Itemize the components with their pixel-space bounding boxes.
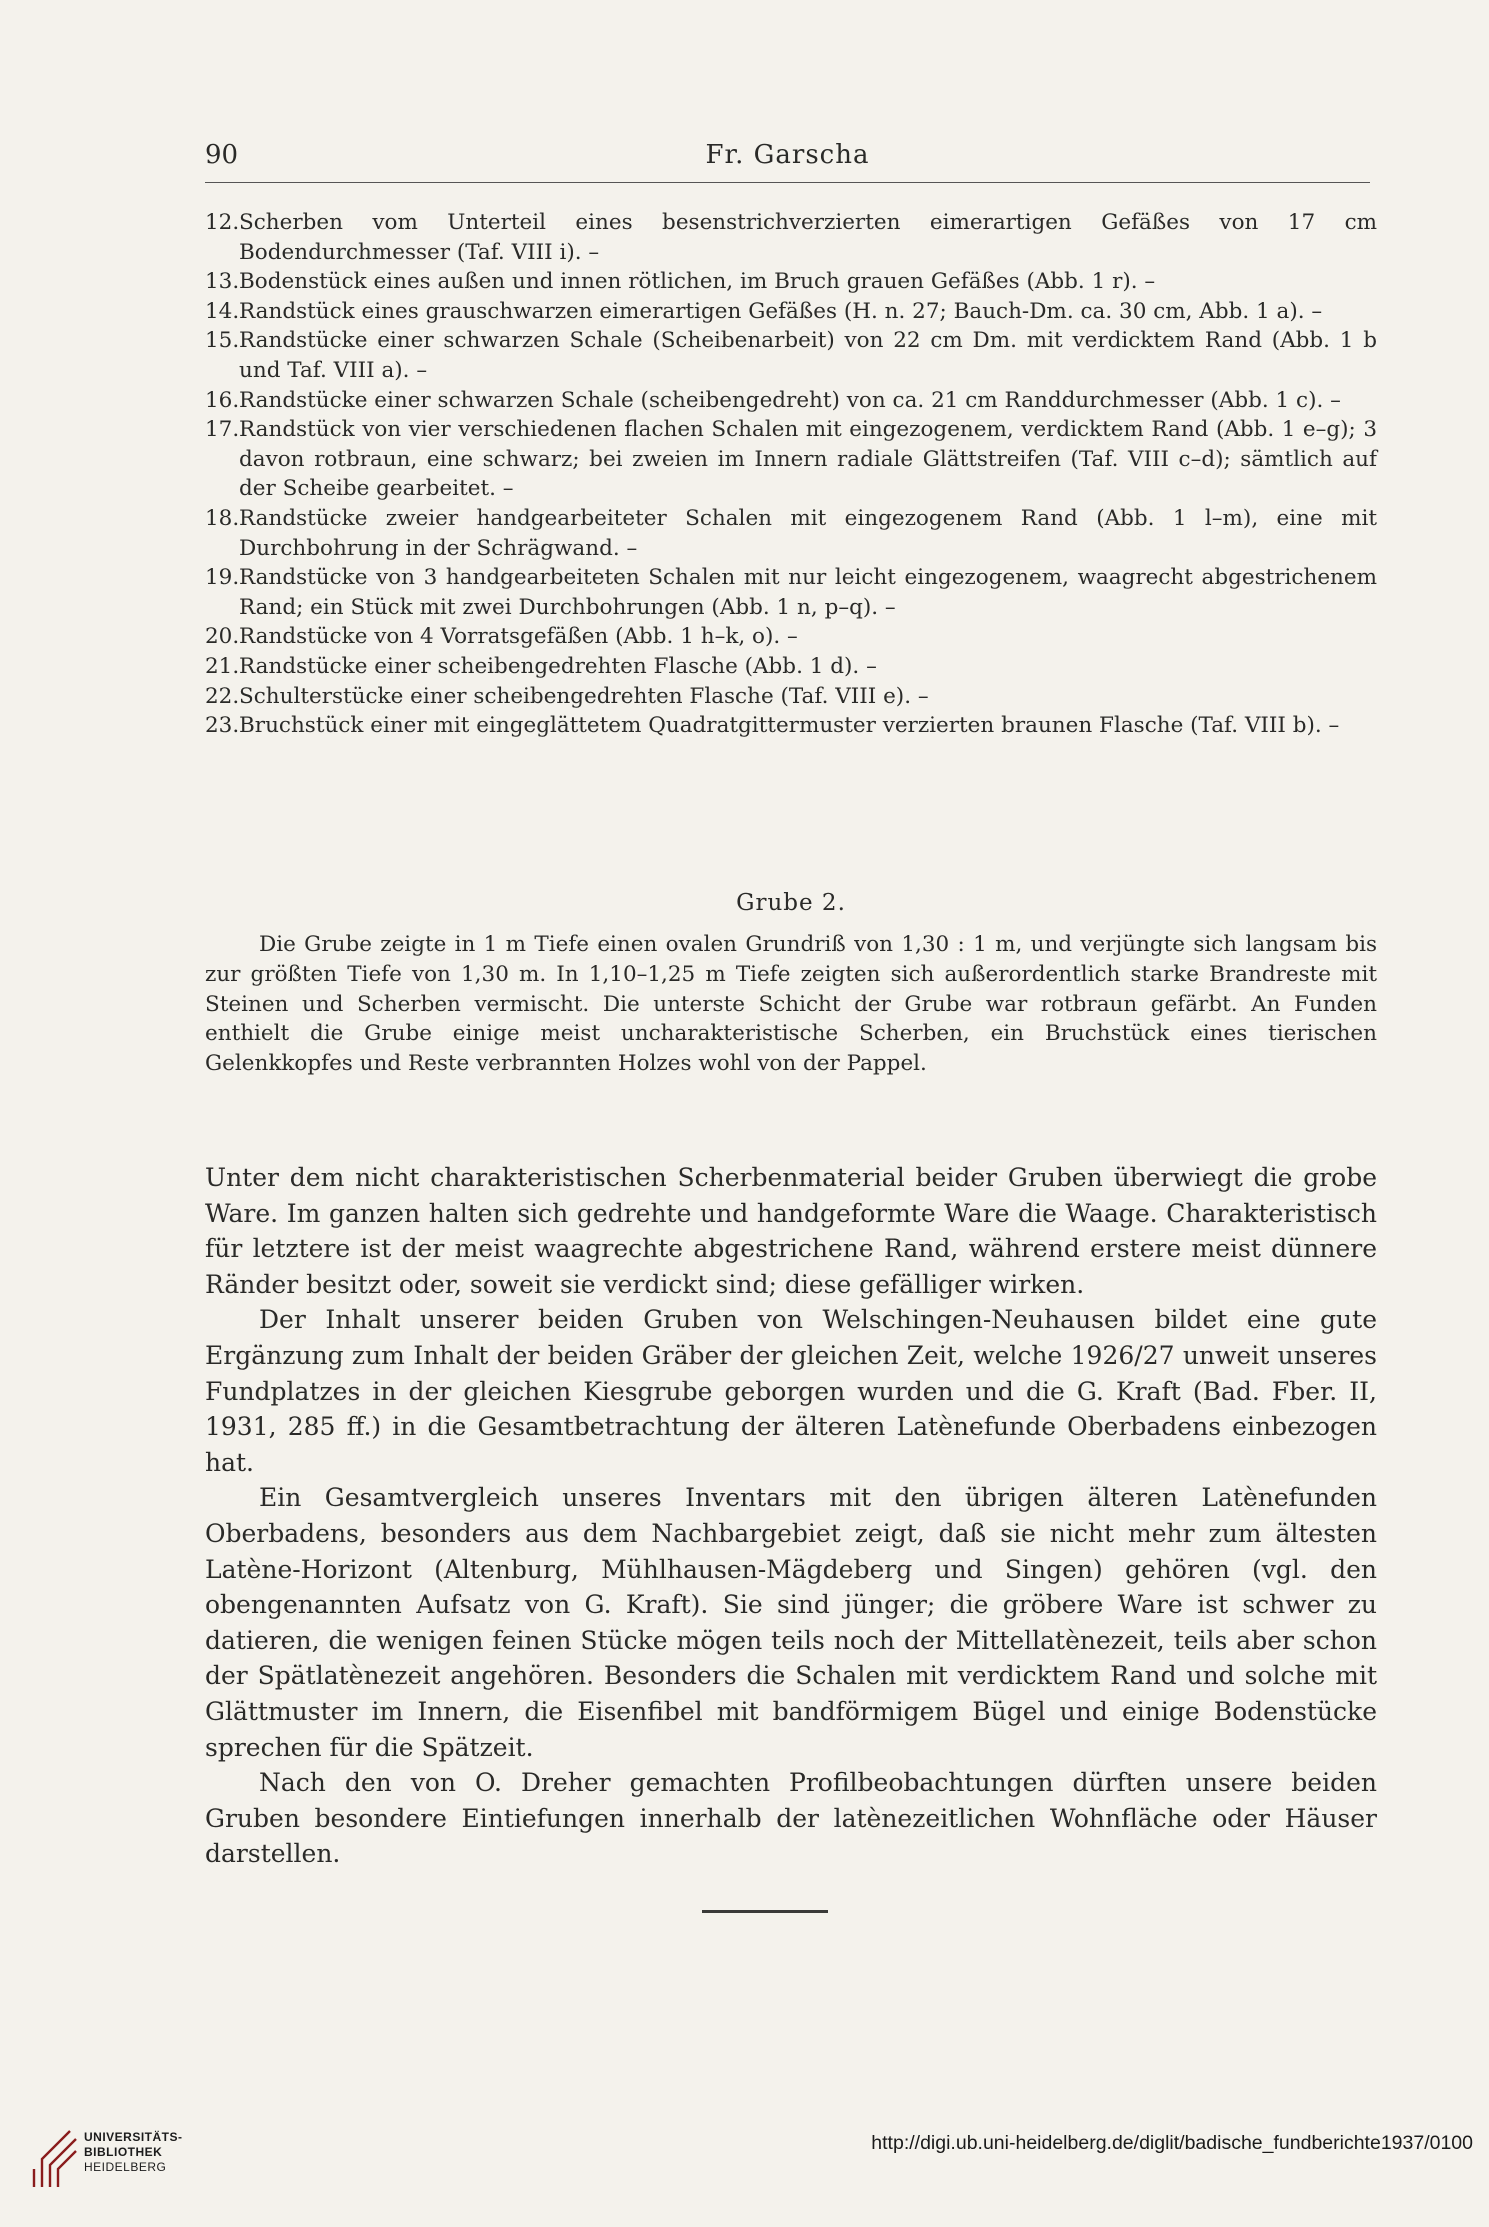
library-name xyxy=(84,2130,183,2175)
list-item-text: Randstück von vier verschiedenen flachen Schalen mit eingezogenem, verdicktem Rand (Abb. 1 e–g); 3 davon rotbraun, eine schwarz; bei zweien im Innern radiale Glättstreifen (Taf. VIII c–d); sämtlich auf der Scheibe gearbeitet. – xyxy=(239,417,1377,502)
list-item-number: 17. xyxy=(205,417,240,443)
list-item-number: 23. xyxy=(205,713,240,739)
find-list xyxy=(205,208,1377,741)
list-item-number: 20. xyxy=(205,624,240,650)
list-item xyxy=(205,711,1377,741)
body-text xyxy=(205,1160,1377,1872)
body-paragraph: Unter dem nicht charakteristischen Scherbenmaterial beider Gruben überwiegt die grobe Ware. Im ganzen halten sich gedrehte und handgeformte Ware die Waage. Charakteristisch für letztere ist der meist waagrechte abgestrichene Rand, während erstere meist dünnere Ränder besitzt oder, soweit sie verdickt sind; diese gefälliger wirken. xyxy=(205,1163,1377,1299)
source-url-link[interactable]: http://digi.ub.uni-heidelberg.de/diglit/badische_fundberichte1937/0100 xyxy=(871,2132,1473,2154)
library-name-line: BIBLIOTHEK xyxy=(84,2145,163,2159)
list-item xyxy=(205,267,1377,297)
end-rule xyxy=(702,1910,828,1913)
list-item xyxy=(205,415,1377,504)
list-item-number: 21. xyxy=(205,653,240,679)
list-item-number: 18. xyxy=(205,505,240,531)
section-paragraph: Die Grube zeigte in 1 m Tiefe einen ovalen Grundriß von 1,30 : 1 m, und verjüngte sich langsam bis zur größten Tiefe von 1,30 m. In 1,10–1,25 m Tiefe zeigten sich außerordentlich starke Brandreste mit Steinen und Scherben vermischt. Die unterste Schicht der Grube war rotbraun gefärbt. An Funden enthielt die Grube einige meist uncharakteristische Scherben, ein Bruchstück eines tierischen Gelenkkopfes und Reste verbrannten Holzes wohl von der Pappel. xyxy=(205,932,1377,1077)
list-item-text: Randstücke einer schwarzen Schale (Scheibenarbeit) von 22 cm Dm. mit verdicktem Rand (Abb. 1 b und Taf. VIII a). – xyxy=(239,328,1377,383)
section-title: Grube 2. xyxy=(736,890,846,916)
list-item-number: 15. xyxy=(205,328,240,354)
body-paragraph: Nach den von O. Dreher gemachten Profilbeobachtungen dürften unsere beiden Gruben besondere Eintiefungen innerhalb der latènezeitlichen Wohnfläche oder Häuser darstellen. xyxy=(205,1768,1377,1869)
library-logo-icon xyxy=(30,2125,80,2193)
library-name-line: UNIVERSITÄTS- xyxy=(84,2130,183,2144)
body-paragraph: Der Inhalt unserer beiden Gruben von Welschingen-Neuhausen bildet eine gute Ergänzung zum Inhalt der beiden Gräber der gleichen Zeit, welche 1926/27 unweit unseres Fundplatzes in der gleichen Kiesgrube geborgen wurden und die G. Kraft (Bad. Fber. II, 1931, 285 ff.) in die Gesamtbetrachtung der älteren Latènefunde Oberbadens einbezogen hat. xyxy=(205,1305,1377,1477)
body-paragraph: Ein Gesamtvergleich unseres Inventars mit den übrigen älteren Latènefunden Oberbadens, besonders aus dem Nachbargebiet zeigt, daß sie nicht mehr zum ältesten Latène-Horizont (Altenburg, Mühlhausen-Mägdeberg und Singen) gehören (vgl. den obengenannten Aufsatz von G. Kraft). Sie sind jünger; die gröbere Ware ist schwer zu datieren, die wenigen feinen Stücke mögen teils noch der Mittellatènezeit, teils aber schon der Spätlatènezeit angehören. Besonders die Schalen mit verdicktem Rand und solche mit Glättmuster im Innern, die Eisenfibel mit bandförmigem Bügel und einige Bodenstücke sprechen für die Spätzeit. xyxy=(205,1483,1377,1762)
list-item xyxy=(205,622,1377,652)
list-item xyxy=(205,297,1377,327)
list-item-text: Bruchstück einer mit eingeglättetem Quadratgittermuster verzierten braunen Flasche (Taf. VIII b). – xyxy=(239,713,1340,739)
list-item-number: 13. xyxy=(205,269,240,295)
list-item xyxy=(205,563,1377,622)
list-item-text: Randstücke zweier handgearbeiteter Schalen mit eingezogenem Rand (Abb. 1 l–m), eine mit Durchbohrung in der Schrägwand. – xyxy=(239,505,1377,561)
list-item-text: Randstücke von 3 handgearbeiteten Schalen mit nur leicht eingezogenem, waagrecht abgestrichenem Rand; ein Stück mit zwei Durchbohrungen (Abb. 1 n, p–q). – xyxy=(239,565,1377,620)
list-item-text: Schulterstücke einer scheibengedrehten Flasche (Taf. VIII e). – xyxy=(239,683,929,709)
page-number: 90 xyxy=(205,140,239,170)
list-item-number: 19. xyxy=(205,565,240,591)
list-item xyxy=(205,504,1377,563)
page-header xyxy=(205,140,1370,183)
list-item-text: Randstücke von 4 Vorratsgefäßen (Abb. 1 h–k, o). – xyxy=(239,624,798,650)
list-item-text: Bodenstück eines außen und innen rötlichen, im Bruch grauen Gefäßes (Abb. 1 r). – xyxy=(239,269,1156,295)
list-item xyxy=(205,682,1377,712)
list-item-text: Scherben vom Unterteil eines besenstrichverzierten eimerartigen Gefäßes von 17 cm Bodendurchmesser (Taf. VIII i). – xyxy=(239,210,1377,265)
running-head: Fr. Garscha xyxy=(705,140,870,170)
list-item-number: 16. xyxy=(205,387,240,413)
list-item-number: 22. xyxy=(205,683,240,709)
list-item xyxy=(205,652,1377,682)
list-item xyxy=(205,208,1377,267)
list-item-text: Randstücke einer scheibengedrehten Flasche (Abb. 1 d). – xyxy=(239,653,877,679)
library-name-line: HEIDELBERG xyxy=(84,2160,167,2174)
list-item-number: 14. xyxy=(205,298,240,324)
list-item xyxy=(205,386,1377,416)
list-item-number: 12. xyxy=(205,210,240,235)
list-item-text: Randstück eines grauschwarzen eimerartigen Gefäßes (H. n. 27; Bauch-Dm. ca. 30 cm, Abb. 1 a). – xyxy=(239,298,1323,324)
list-item-text: Randstücke einer schwarzen Schale (scheibengedreht) von ca. 21 cm Randdurchmesser (Abb. 1 c). – xyxy=(239,387,1341,413)
list-item xyxy=(205,326,1377,385)
